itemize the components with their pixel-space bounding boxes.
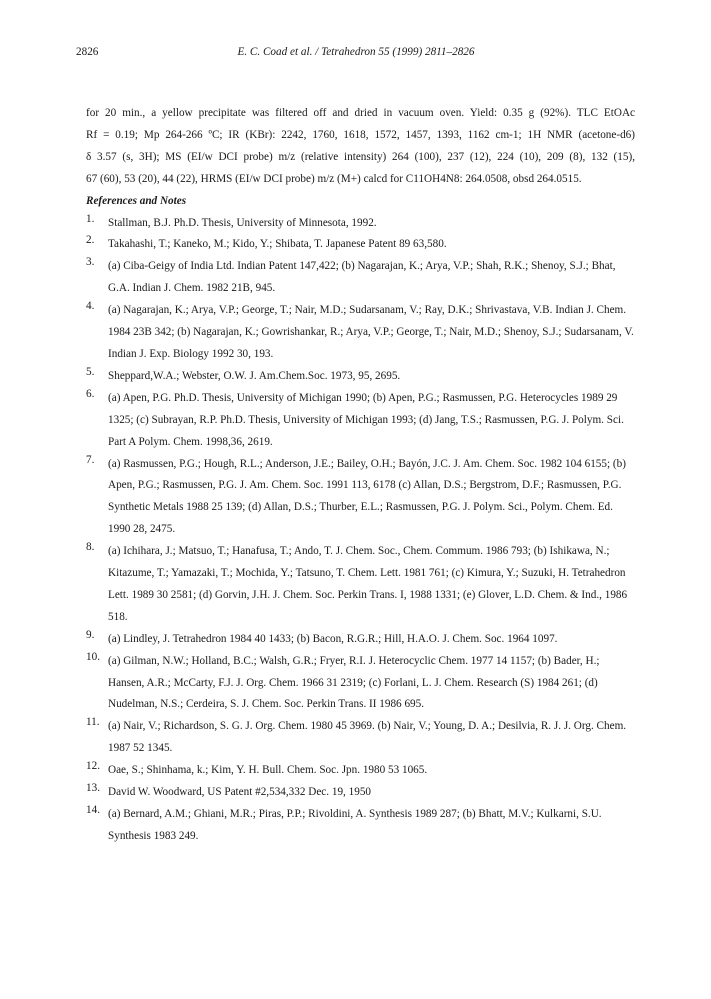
- reference-number: 12.: [86, 760, 100, 773]
- reference-number: 7.: [86, 453, 95, 466]
- reference-text: (a) Ichihara, J.; Matsuo, T.; Hanafusa, T.; Ando, T. J. Chem. Soc., Chem. Commum. 1986 793; (b) Ishikawa, N.; Kitazume, T.; Yamazaki, T.; Mochida, Y.; Tatsuno, T. Chem. Lett. 1981 761; (c) Kimura, Y.; Suzuki, H. Tetrahedron Lett. 1989 30 2581; (d) Gorvin, J.H. J. Chem. Soc. Perkin Trans. I, 1988 1331; (e) Glover, L.D. Chem. & Ind., 1986 518.: [108, 545, 628, 623]
- reference-text: (a) Gilman, N.W.; Holland, B.C.; Walsh, G.R.; Fryer, R.I. J. Heterocyclic Chem. 1977 14 1157; (b) Bader, H.; Hansen, A.R.; McCarty, F.J. J. Org. Chem. 1966 31 2319; (c) Forlani, L. J. Chem. Research (S) 1984 261; (d) Nudelman, N.S.; Cerdeira, S. J. Chem. Soc. Perkin Trans. II 1986 695.: [108, 654, 600, 711]
- reference-number: 4.: [86, 300, 95, 313]
- reference-item: [86, 256, 635, 300]
- reference-text: (a) Nagarajan, K.; Arya, V.P.; George, T.; Nair, M.D.; Sudarsanam, V.; Ray, D.K.; Shrivastava, V.B. Indian J. Chem. 1984 23B 342; (b) Nagarajan, K.; Gowrishankar, R.; Arya, V.P.; George, T.; Nair, M.D.; Shenoy, S.J.; Sudarsanam, V. Indian J. Exp. Biology 1992 30, 193.: [108, 304, 634, 360]
- reference-number: 5.: [86, 365, 95, 378]
- reference-number: 9.: [86, 628, 95, 641]
- reference-text: (a) Bernard, A.M.; Ghiani, M.R.; Piras, P.P.; Rivoldini, A. Synthesis 1989 287; (b) Bhatt, M.V.; Kulkarni, S.U. Synthesis 1983 249.: [108, 808, 602, 842]
- reference-text: David W. Woodward, US Patent #2,534,332 Dec. 19, 1950: [108, 786, 372, 799]
- reference-text: (a) Nair, V.; Richardson, S. G. J. Org. Chem. 1980 45 3969. (b) Nair, V.; Young, D. A.; Desilvia, R. J. J. Org. Chem. 1987 52 1345.: [108, 720, 627, 755]
- reference-item: [86, 388, 635, 454]
- intro-line: for 20 min., a yellow precipitate was filtered off and dried in vacuum oven. Yield: 0.35 g (92%). TLC EtOAc: [86, 107, 635, 119]
- intro-line: δ 3.57 (s, 3H); MS (EI/w DCI probe) m/z (relative intensity) 264 (100), 237 (12), 224 (10), 209 (8), 132 (15),: [86, 150, 635, 163]
- reference-item: [86, 366, 635, 388]
- reference-item: [86, 541, 635, 629]
- page-header: [76, 46, 636, 62]
- reference-item: [86, 629, 635, 651]
- reference-text: Sheppard,W.A.; Webster, O.W. J. Am.Chem.Soc. 1973, 95, 2695.: [108, 369, 401, 382]
- reference-number: 11.: [86, 716, 100, 729]
- reference-item: [86, 782, 635, 804]
- reference-text: (a) Rasmussen, P.G.; Hough, R.L.; Anderson, J.E.; Bailey, O.H.; Bayón, J.C. J. Am. Chem. Soc. 1982 104 6155; (b) Apen, P.G.; Rasmussen, P.G. J. Am. Chem. Soc. 1991 113, 6178 (c) Allan, D.S.; Bergstrom, D.F.; Rasmussen, P.G. Synthetic Metals 1988 25 139; (d) Allan, D.S.; Thurber, E.L.; Rasmussen, P.G. J. Polym. Sci., Polym. Chem. Ed. 1990 28, 2475.: [108, 457, 626, 536]
- reference-number: 6.: [86, 387, 95, 400]
- reference-item: [86, 454, 635, 542]
- reference-item: [86, 651, 635, 717]
- reference-text: Stallman, B.J. Ph.D. Thesis, University of Minnesota, 1992.: [108, 216, 377, 229]
- reference-text: Oae, S.; Shinhama, k.; Kim, Y. H. Bull. Chem. Soc. Jpn. 1980 53 1065.: [108, 764, 428, 777]
- reference-item: [86, 760, 635, 782]
- references-heading: References and Notes: [86, 194, 187, 207]
- running-title: E. C. Coad et al. / Tetrahedron 55 (1999) 2811–2826: [237, 46, 475, 58]
- reference-text: (a) Apen, P.G. Ph.D. Thesis, University of Michigan 1990; (b) Apen, P.G.; Rasmussen, P.G. Heterocycles 1989 29 1325; (c) Subrayan, R.P. Ph.D. Thesis, University of Michigan 1993; (d) Jang, T.S.; Rasmussen, P.G. J. Polym. Sci. Part A Polym. Chem. 1998,36, 2619.: [108, 391, 624, 448]
- reference-number: 2.: [86, 234, 95, 247]
- reference-text: (a) Ciba-Geigy of India Ltd. Indian Patent 147,422; (b) Nagarajan, K.; Arya, V.P.; Shah, R.K.; Shenoy, S.J.; Bhat, G.A. Indian J. Chem. 1982 21B, 945.: [108, 260, 616, 295]
- page-body: [86, 103, 635, 848]
- reference-item: [86, 716, 635, 760]
- page-number: 2826: [76, 46, 99, 58]
- reference-number: 1.: [86, 212, 95, 225]
- intro-line: 67 (60), 53 (20), 44 (22), HRMS (EI/w DCI probe) m/z (M+) calcd for C11OH4N8: 264.0508, obsd 264.0515.: [86, 172, 582, 185]
- reference-number: 10.: [86, 650, 100, 663]
- reference-item: [86, 804, 635, 848]
- reference-number: 14.: [86, 804, 100, 816]
- reference-item: [86, 300, 635, 366]
- intro-line: Rf = 0.19; Mp 264-266 ºC; IR (KBr): 2242, 1760, 1618, 1572, 1457, 1393, 1162 cm-1; 1H NMR (acetone-d6): [86, 128, 635, 141]
- reference-number: 8.: [86, 541, 95, 554]
- reference-number: 3.: [86, 256, 95, 269]
- reference-number: 13.: [86, 782, 100, 795]
- reference-text: Takahashi, T.; Kaneko, M.; Kido, Y.; Shibata, T. Japanese Patent 89 63,580.: [108, 238, 447, 251]
- reference-text: (a) Lindley, J. Tetrahedron 1984 40 1433; (b) Bacon, R.G.R.; Hill, H.A.O. J. Chem. Soc. 1964 1097.: [108, 632, 558, 645]
- reference-item: [86, 213, 635, 235]
- reference-item: [86, 234, 635, 256]
